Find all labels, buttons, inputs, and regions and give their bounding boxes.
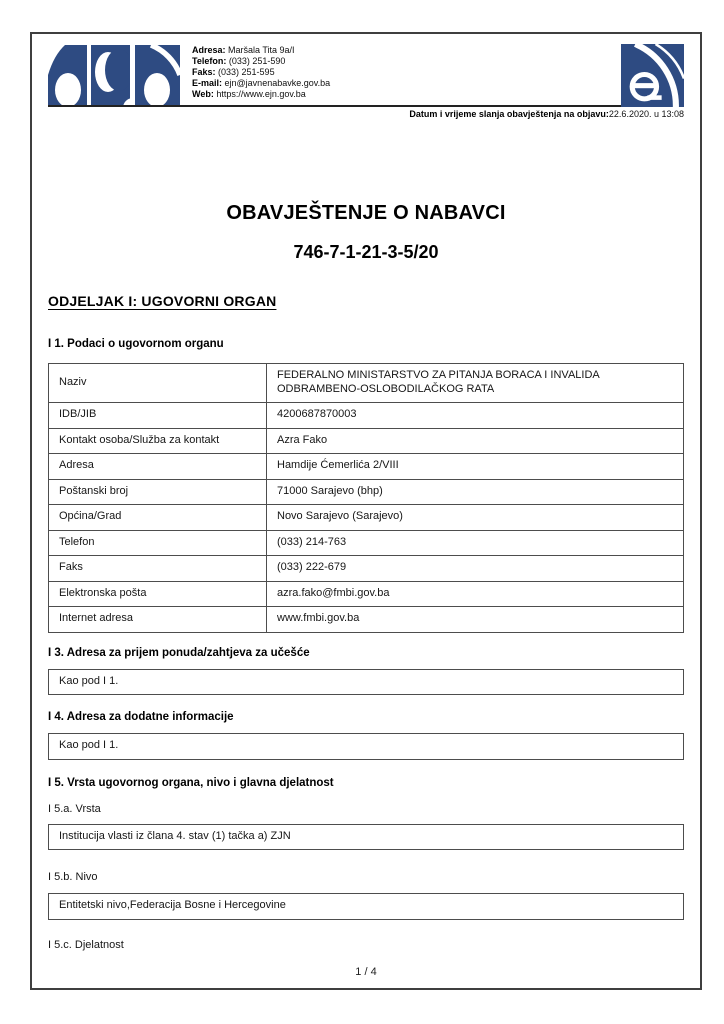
agency-contact-block bbox=[192, 45, 621, 100]
field-value-cell: Novo Sarajevo (Sarajevo) bbox=[267, 505, 684, 531]
i3-value-box: Kao pod I 1. bbox=[48, 669, 684, 696]
section-i-heading: ODJELJAK I: UGOVORNI ORGAN bbox=[48, 293, 277, 309]
field-value-cell: Hamdije Ćemerlića 2/VIII bbox=[267, 454, 684, 480]
subsection-i1-heading: I 1. Podaci o ugovornom organu bbox=[48, 338, 224, 350]
field-value-cell: (033) 222-679 bbox=[267, 556, 684, 582]
table-row bbox=[49, 454, 684, 480]
field-value-cell: azra.fako@fmbi.gov.ba bbox=[267, 581, 684, 607]
field-label-cell: Elektronska pošta bbox=[49, 581, 267, 607]
i5b-label: I 5.b. Nivo bbox=[48, 871, 98, 883]
field-label-cell: Adresa bbox=[49, 454, 267, 480]
field-label-cell: Općina/Grad bbox=[49, 505, 267, 531]
contact-line-adresa: Adresa: Maršala Tita 9a/I bbox=[192, 45, 295, 55]
contact-line-faks: Faks: (033) 251-595 bbox=[192, 67, 275, 77]
contracting-authority-table bbox=[48, 363, 684, 633]
field-label-cell: Telefon bbox=[49, 530, 267, 556]
field-value-cell: Azra Fako bbox=[267, 428, 684, 454]
table-row bbox=[49, 428, 684, 454]
table-row bbox=[49, 556, 684, 582]
field-label-cell: Faks bbox=[49, 556, 267, 582]
i5b-value-box: Entitetski nivo,Federacija Bosne i Hercegovine bbox=[48, 893, 684, 920]
field-value-cell: (033) 214-763 bbox=[267, 530, 684, 556]
contact-line-telefon: Telefon: (033) 251-590 bbox=[192, 56, 286, 66]
table-row bbox=[49, 403, 684, 429]
field-value-cell: 71000 Sarajevo (bhp) bbox=[267, 479, 684, 505]
field-label-cell: Internet adresa bbox=[49, 607, 267, 633]
contact-line-email: E-mail: ejn@javnenabavke.gov.ba bbox=[192, 78, 331, 88]
field-value-cell: www.fmbi.gov.ba bbox=[267, 607, 684, 633]
field-label-cell: Naziv bbox=[49, 364, 267, 403]
table-row bbox=[49, 364, 684, 403]
i5a-label: I 5.a. Vrsta bbox=[48, 802, 101, 815]
table-row bbox=[49, 479, 684, 505]
table-row bbox=[49, 581, 684, 607]
i4-value-box: Kao pod I 1. bbox=[48, 733, 684, 760]
field-value-cell: 4200687870003 bbox=[267, 403, 684, 429]
ejn-e-logo-icon bbox=[621, 44, 684, 112]
table-row bbox=[49, 530, 684, 556]
sent-datetime-value: 22.6.2020. u 13:08 bbox=[608, 109, 684, 119]
i5c-label: I 5.c. Djelatnost bbox=[48, 938, 124, 951]
i5a-value-box: Institucija vlasti iz člana 4. stav (1) tačka a) ZJN bbox=[48, 824, 684, 851]
page-header bbox=[48, 34, 684, 107]
field-value-cell: FEDERALNO MINISTARSTVO ZA PITANJA BORACA I INVALIDA ODBRAMBENO-OSLOBODILAČKOG RATA bbox=[267, 364, 684, 403]
table-row bbox=[49, 505, 684, 531]
contact-line-web: Web: https://www.ejn.gov.ba bbox=[192, 89, 306, 99]
field-label-cell: IDB/JIB bbox=[49, 403, 267, 429]
subsection-i5-heading: I 5. Vrsta ugovornog organa, nivo i glavna djelatnost bbox=[48, 776, 334, 789]
field-label-cell: Kontakt osoba/Služba za kontakt bbox=[49, 428, 267, 454]
notice-page bbox=[30, 32, 702, 990]
subsection-i3-heading: I 3. Adresa za prijem ponuda/zahtjeva za učešće bbox=[48, 646, 310, 659]
sent-datetime-line bbox=[48, 109, 684, 120]
field-label-cell: Poštanski broj bbox=[49, 479, 267, 505]
page-title: OBAVJEŠTENJE O NABAVCI bbox=[226, 202, 506, 224]
table-row bbox=[49, 607, 684, 633]
sent-datetime-label: Datum i vrijeme slanja obavještenja na objavu: bbox=[409, 109, 609, 119]
subsection-i4-heading: I 4. Adresa za dodatne informacije bbox=[48, 711, 234, 723]
page-number: 1 / 4 bbox=[355, 966, 377, 978]
ejn-tiles-logo-icon bbox=[48, 45, 180, 110]
notice-number: 746-7-1-21-3-5/20 bbox=[293, 242, 439, 262]
